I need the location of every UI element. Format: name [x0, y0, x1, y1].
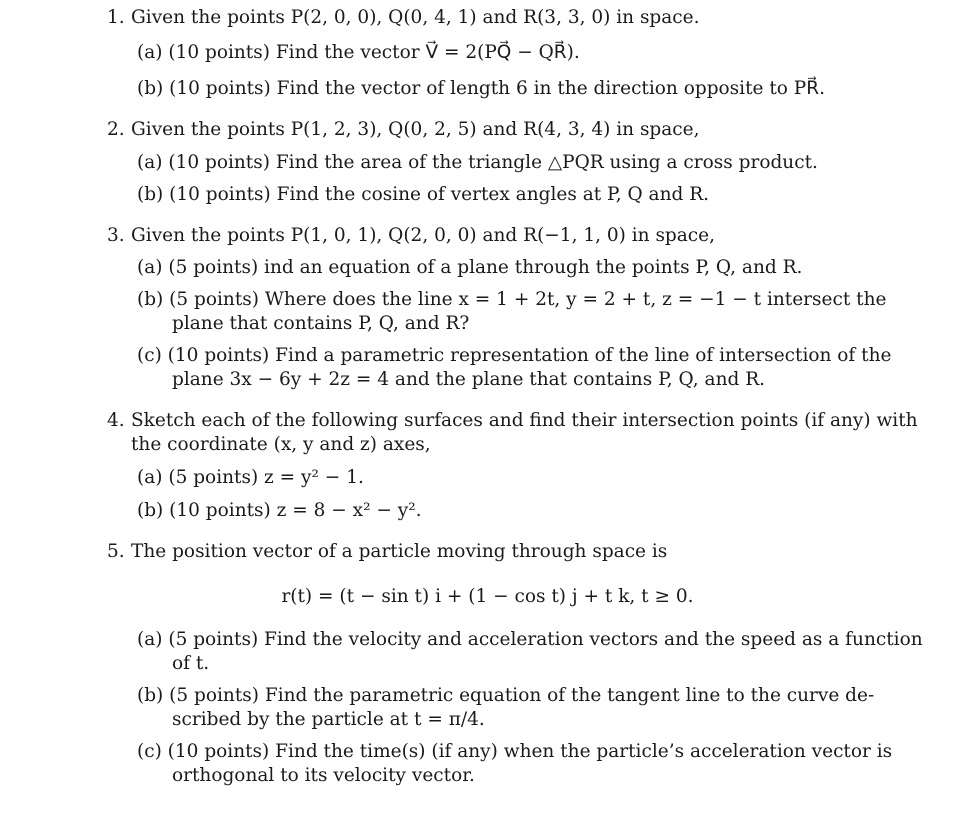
problem-2b: (b) (10 points) Find the cosine of vertex angles at P, Q and R.: [137, 184, 710, 205]
problem-5c-line1: (c) (10 points) Find the time(s) (if any) when the particle’s acceleration vector is: [137, 741, 893, 762]
problem-5-stem: The position vector of a particle moving through space is: [131, 541, 668, 562]
problem-3b-line2: plane that contains P, Q, and R?: [172, 313, 470, 334]
problem-5c-line2: orthogonal to its velocity vector.: [172, 765, 475, 786]
problem-3a: (a) (5 points) ind an equation of a plane through the points P, Q, and R.: [137, 257, 803, 278]
problem-4a: (a) (5 points) z = y² − 1.: [137, 467, 364, 488]
problem-2-number: 2.: [107, 119, 125, 140]
problem-4-stem-line1: Sketch each of the following surfaces and find their intersection points (if any) with: [131, 410, 918, 431]
problem-1-stem: Given the points P(2, 0, 0), Q(0, 4, 1) and R(3, 3, 0) in space.: [131, 7, 700, 28]
problem-5b-line1: (b) (5 points) Find the parametric equation of the tangent line to the curve de-: [137, 685, 875, 706]
problem-1-number: 1.: [107, 7, 125, 28]
problem-3c-line1: (c) (10 points) Find a parametric representation of the line of intersection of the: [137, 345, 892, 366]
problem-3-stem: Given the points P(1, 0, 1), Q(2, 0, 0) and R(−1, 1, 0) in space,: [131, 225, 715, 246]
problem-5-number: 5.: [107, 541, 125, 562]
problem-3-number: 3.: [107, 225, 125, 246]
problem-4-number: 4.: [107, 410, 125, 431]
problem-5b-line2: scribed by the particle at t = π/4.: [172, 709, 485, 730]
problem-3c-line2: plane 3x − 6y + 2z = 4 and the plane that contains P, Q, and R.: [172, 369, 766, 390]
problem-2a: (a) (10 points) Find the area of the triangle △PQR using a cross product.: [137, 152, 818, 173]
problem-2-stem: Given the points P(1, 2, 3), Q(0, 2, 5) and R(4, 3, 4) in space,: [131, 119, 700, 140]
problem-5a-line2: of t.: [172, 653, 210, 674]
position-vector-equation: r(t) = (t − sin t) i + (1 − cos t) j + t k, t ≥ 0.: [281, 586, 694, 607]
problem-1a: (a) (10 points) Find the vector V⃗ = 2(PQ⃗ − QR⃗).: [137, 42, 580, 63]
problem-1b: (b) (10 points) Find the vector of length 6 in the direction opposite to PR⃗.: [137, 78, 825, 99]
problem-3b-line1: (b) (5 points) Where does the line x = 1 + 2t, y = 2 + t, z = −1 − t intersect the: [137, 289, 887, 310]
problem-4b: (b) (10 points) z = 8 − x² − y².: [137, 500, 422, 521]
problem-4-stem-line2: the coordinate (x, y and z) axes,: [131, 434, 431, 455]
problem-5a-line1: (a) (5 points) Find the velocity and acceleration vectors and the speed as a function: [137, 629, 923, 650]
